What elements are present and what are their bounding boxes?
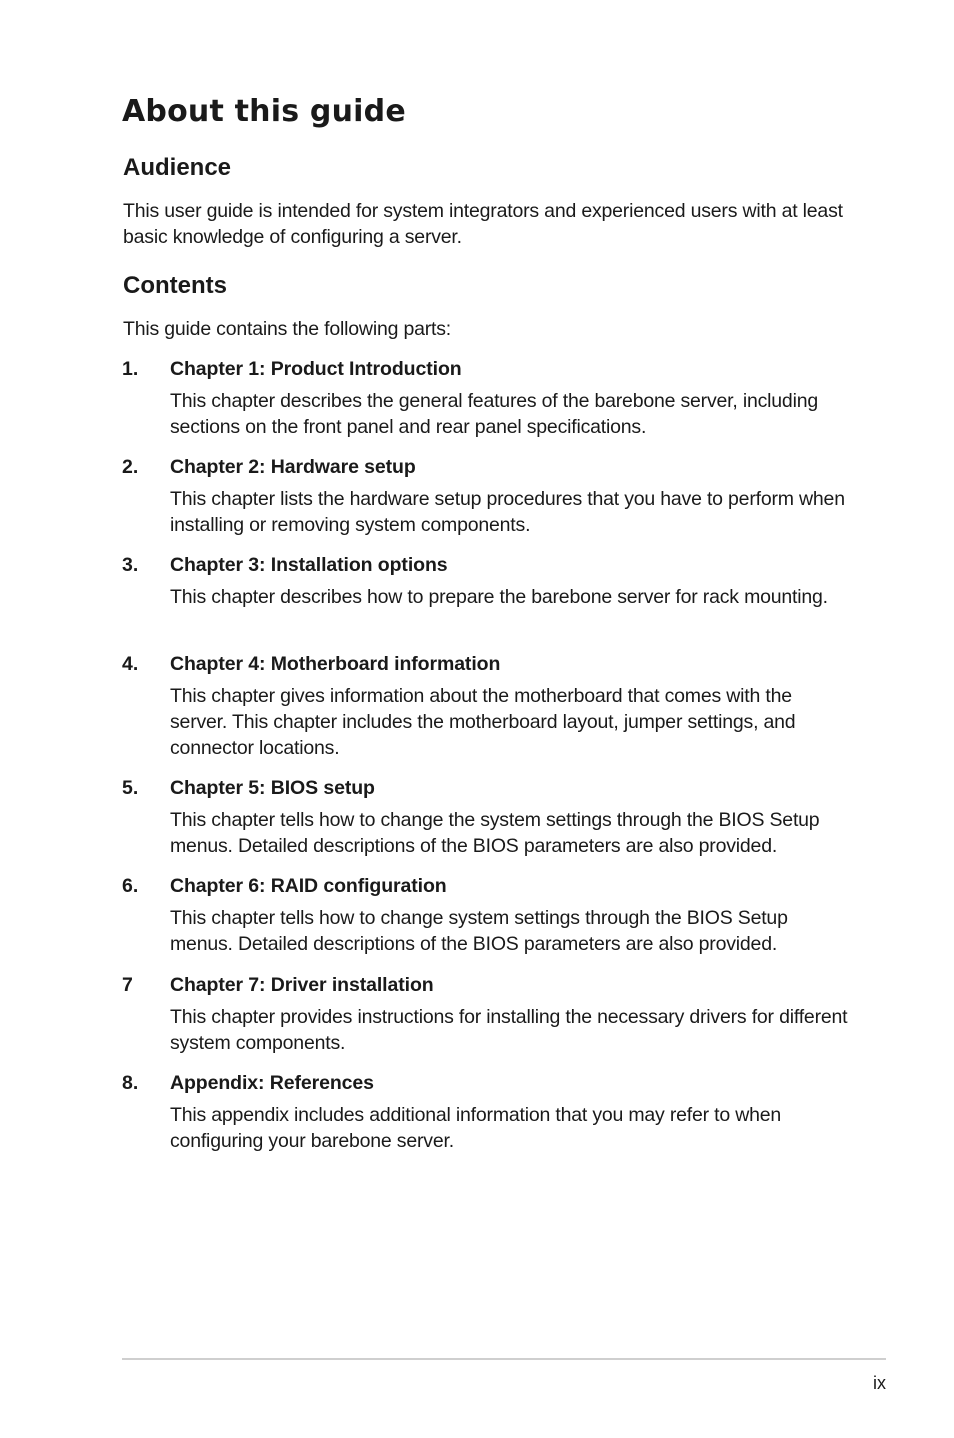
item-number: 6.: [122, 875, 139, 897]
item-title: Chapter 4: Motherboard information: [170, 653, 501, 675]
item-number: 2.: [122, 456, 139, 478]
item-description: This chapter lists the hardware setup procedures that you have to perform when installing or removing system components.: [170, 488, 845, 536]
item-description: This chapter describes the general features of the barebone server, including sections on the front panel and rear panel specifications.: [170, 390, 819, 438]
item-title: Appendix: References: [170, 1072, 374, 1094]
contents-heading: Contents: [123, 272, 227, 299]
item-number: 4.: [122, 653, 139, 675]
item-description: This chapter tells how to change system settings through the BIOS Setup menus. Detailed descriptions of the BIOS parameters are also provided.: [170, 907, 788, 955]
page-number: ix: [873, 1373, 886, 1393]
page-title: About this guide: [122, 94, 406, 129]
item-description: This chapter provides instructions for installing the necessary drivers for different system components.: [170, 1006, 848, 1054]
item-title: Chapter 3: Installation options: [170, 554, 448, 576]
item-title: Chapter 5: BIOS setup: [170, 777, 375, 799]
item-title: Chapter 2: Hardware setup: [170, 456, 416, 478]
item-number: 8.: [122, 1072, 139, 1094]
item-title: Chapter 1: Product Introduction: [170, 358, 462, 380]
item-title: Chapter 7: Driver installation: [170, 974, 434, 996]
item-description: This chapter gives information about the motherboard that comes with the server. This chapter includes the motherboard layout, jumper settings, and connector locations.: [170, 685, 796, 759]
item-description: This chapter describes how to prepare the barebone server for rack mounting.: [170, 586, 828, 608]
item-number: 1.: [122, 358, 139, 380]
footer-divider: [122, 1358, 886, 1360]
item-number: 3.: [122, 554, 139, 576]
contents-intro: This guide contains the following parts:: [123, 318, 452, 340]
audience-heading: Audience: [123, 154, 232, 181]
item-number: 5.: [122, 777, 139, 799]
audience-text: This user guide is intended for system integrators and experienced users with at least basic knowledge of configuring a server.: [123, 200, 843, 248]
item-title: Chapter 6: RAID configuration: [170, 875, 447, 897]
item-description: This appendix includes additional information that you may refer to when configuring your barebone server.: [170, 1104, 782, 1152]
item-description: This chapter tells how to change the system settings through the BIOS Setup menus. Detailed descriptions of the BIOS parameters are also provided.: [170, 809, 820, 857]
item-number: 7: [122, 974, 133, 996]
